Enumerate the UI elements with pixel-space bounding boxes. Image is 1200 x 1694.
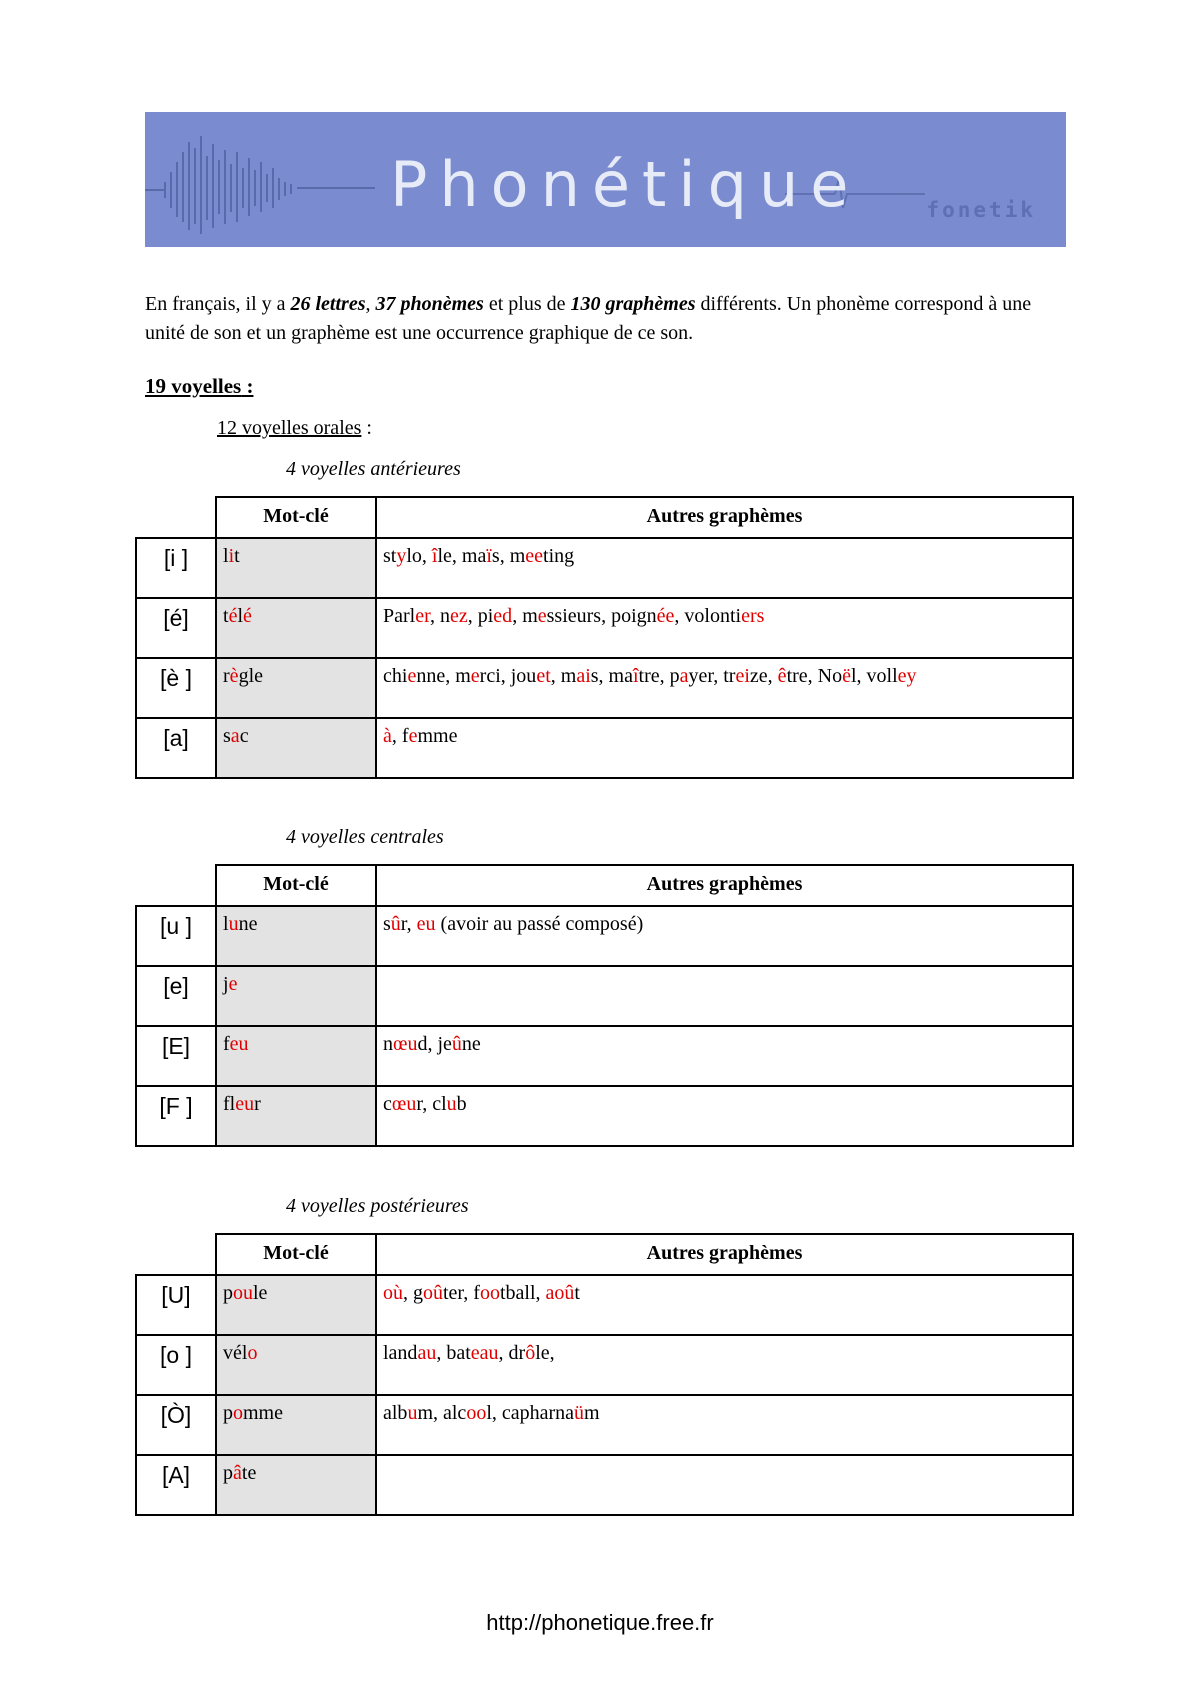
phoneme-symbol: [i ] — [136, 538, 216, 598]
phoneme-symbol: [u ] — [136, 906, 216, 966]
table-row — [136, 1455, 1073, 1515]
table-header-row — [136, 865, 1073, 906]
phoneme-symbol: [F ] — [136, 1086, 216, 1146]
phoneme-symbol: [è ] — [136, 658, 216, 718]
table-row — [136, 598, 1073, 658]
other-graphemes-cell: album, alcool, capharnaüm — [376, 1395, 1073, 1455]
keyword-cell: sac — [216, 718, 376, 778]
other-graphemes-cell: stylo, île, maïs, meeting — [376, 538, 1073, 598]
other-graphemes-cell: landau, bateau, drôle, — [376, 1335, 1073, 1395]
header-other-graphemes: Autres graphèmes — [376, 1234, 1073, 1275]
group-title: 4 voyelles postérieures — [286, 1195, 469, 1217]
banner-title: Phonétique — [390, 148, 861, 221]
phoneme-symbol: [e] — [136, 966, 216, 1026]
subsection-title: 12 voyelles orales : — [217, 417, 372, 439]
table-row — [136, 1275, 1073, 1335]
header-keyword: Mot-clé — [216, 497, 376, 538]
keyword-cell: règle — [216, 658, 376, 718]
table-row — [136, 538, 1073, 598]
table-row — [136, 1026, 1073, 1086]
phoneme-symbol: [Ò] — [136, 1395, 216, 1455]
phoneme-symbol: [U] — [136, 1275, 216, 1335]
vowel-table — [135, 496, 1074, 779]
other-graphemes-cell — [376, 966, 1073, 1026]
other-graphemes-cell — [376, 1455, 1073, 1515]
other-graphemes-cell: où, goûter, football, août — [376, 1275, 1073, 1335]
header-keyword: Mot-clé — [216, 1234, 376, 1275]
table-header-row — [136, 497, 1073, 538]
keyword-cell: fleur — [216, 1086, 376, 1146]
keyword-cell: pomme — [216, 1395, 376, 1455]
other-graphemes-cell: à, femme — [376, 718, 1073, 778]
header-other-graphemes: Autres graphèmes — [376, 865, 1073, 906]
keyword-cell: je — [216, 966, 376, 1026]
letters-count: 26 lettres — [290, 293, 366, 315]
keyword-cell: télé — [216, 598, 376, 658]
table-row — [136, 1086, 1073, 1146]
phoneme-symbol: [A] — [136, 1455, 216, 1515]
keyword-cell: vélo — [216, 1335, 376, 1395]
graphemes-count: 130 graphèmes — [570, 293, 696, 315]
keyword-cell: lit — [216, 538, 376, 598]
phoneme-symbol: [a] — [136, 718, 216, 778]
phoneme-symbol: [é] — [136, 598, 216, 658]
other-graphemes-cell: chienne, merci, jouet, mais, maître, payer, treize, être, Noël, volley — [376, 658, 1073, 718]
other-graphemes-cell: nœud, jeûne — [376, 1026, 1073, 1086]
table-row — [136, 966, 1073, 1026]
phoneme-symbol: [o ] — [136, 1335, 216, 1395]
table-row — [136, 658, 1073, 718]
footer-url[interactable]: http://phonetique.free.fr — [486, 1610, 714, 1635]
other-graphemes-cell: sûr, eu (avoir au passé composé) — [376, 906, 1073, 966]
phonemes-count: 37 phonèmes — [375, 293, 484, 315]
header-other-graphemes: Autres graphèmes — [376, 497, 1073, 538]
phoneme-symbol: [E] — [136, 1026, 216, 1086]
intro-paragraph: En français, il y a 26 lettres, 37 phonèmes et plus de 130 graphèmes différents. Un phonème correspond à une unité de son et un graphème est une occurrence graphique de ce son. — [145, 293, 1032, 344]
table-row — [136, 1395, 1073, 1455]
table-row — [136, 1335, 1073, 1395]
keyword-cell: lune — [216, 906, 376, 966]
other-graphemes-cell: cœur, club — [376, 1086, 1073, 1146]
header-banner — [145, 112, 1066, 247]
group-title: 4 voyelles antérieures — [286, 458, 461, 480]
group-title: 4 voyelles centrales — [286, 826, 444, 848]
vowel-table — [135, 864, 1074, 1147]
table-row — [136, 906, 1073, 966]
other-graphemes-cell: Parler, nez, pied, messieurs, poignée, volontiers — [376, 598, 1073, 658]
vowel-table — [135, 1233, 1074, 1516]
keyword-cell: feu — [216, 1026, 376, 1086]
table-row — [136, 718, 1073, 778]
section-title: 19 voyelles : — [145, 374, 254, 398]
keyword-cell: pâte — [216, 1455, 376, 1515]
header-keyword: Mot-clé — [216, 865, 376, 906]
banner-subtitle: fonetik — [926, 198, 1036, 222]
table-header-row — [136, 1234, 1073, 1275]
keyword-cell: poule — [216, 1275, 376, 1335]
